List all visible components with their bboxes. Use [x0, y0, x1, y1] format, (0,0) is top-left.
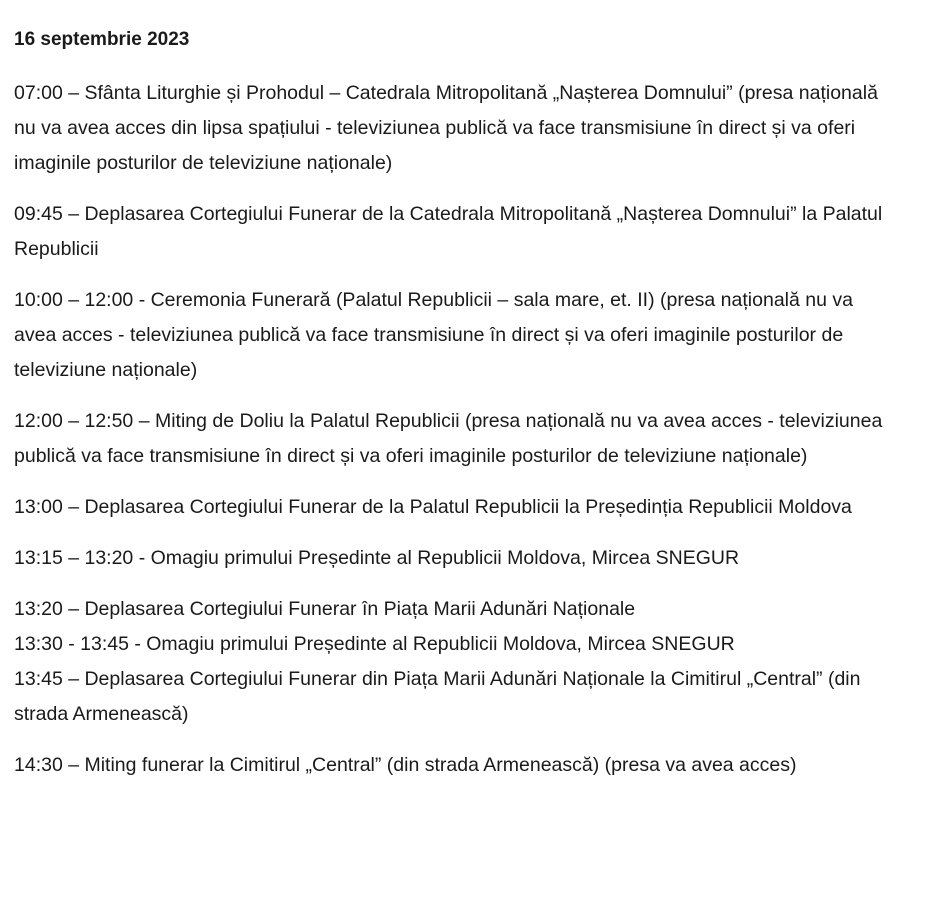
schedule-entry-1200: 12:00 – 12:50 – Miting de Doliu la Palatul Republicii (presa națională nu va avea acces - televiziunea publică va face transmisiune în direct și va oferi imaginile posturilor de televiziune naționale): [14, 410, 883, 467]
schedule-entry-1430: 14:30 – Miting funerar la Cimitirul „Central” (din strada Armenească) (presa va avea acces): [14, 754, 797, 776]
schedule-entry-1315: 13:15 – 13:20 - Omagiu primului Președinte al Republicii Moldova, Mircea SNEGUR: [14, 547, 740, 569]
schedule-entry-1345: 13:45 – Deplasarea Cortegiului Funerar din Piața Marii Adunări Naționale la Cimitirul „Central” (din strada Armenească): [14, 668, 861, 725]
schedule-entry-1300: 13:00 – Deplasarea Cortegiului Funerar de la Palatul Republicii la Președinția Republicii Moldova: [14, 496, 852, 518]
schedule-entry-1320: 13:20 – Deplasarea Cortegiului Funerar în Piața Marii Adunări Naționale: [14, 598, 636, 620]
schedule-entry-0700: 07:00 – Sfânta Liturghie și Prohodul – Catedrala Mitropolitană „Nașterea Domnului” (presa națională nu va avea acces din lipsa spațiului - televiziunea publică va face transmisiune în direct și va oferi imaginile posturilor de televiziune naționale): [14, 82, 878, 174]
date-heading: 16 septembrie 2023: [14, 29, 190, 50]
schedule-entry-0945: 09:45 – Deplasarea Cortegiului Funerar de la Catedrala Mitropolitană „Nașterea Domnului” la Palatul Republicii: [14, 203, 883, 260]
schedule-entry-1330: 13:30 - 13:45 - Omagiu primului Președinte al Republicii Moldova, Mircea SNEGUR: [14, 633, 735, 655]
schedule-entry-1000: 10:00 – 12:00 - Ceremonia Funerară (Palatul Republicii – sala mare, et. II) (presa națională nu va avea acces - televiziunea publică va face transmisiune în direct și va oferi imaginile posturilor de televiziune naționale): [14, 289, 853, 381]
